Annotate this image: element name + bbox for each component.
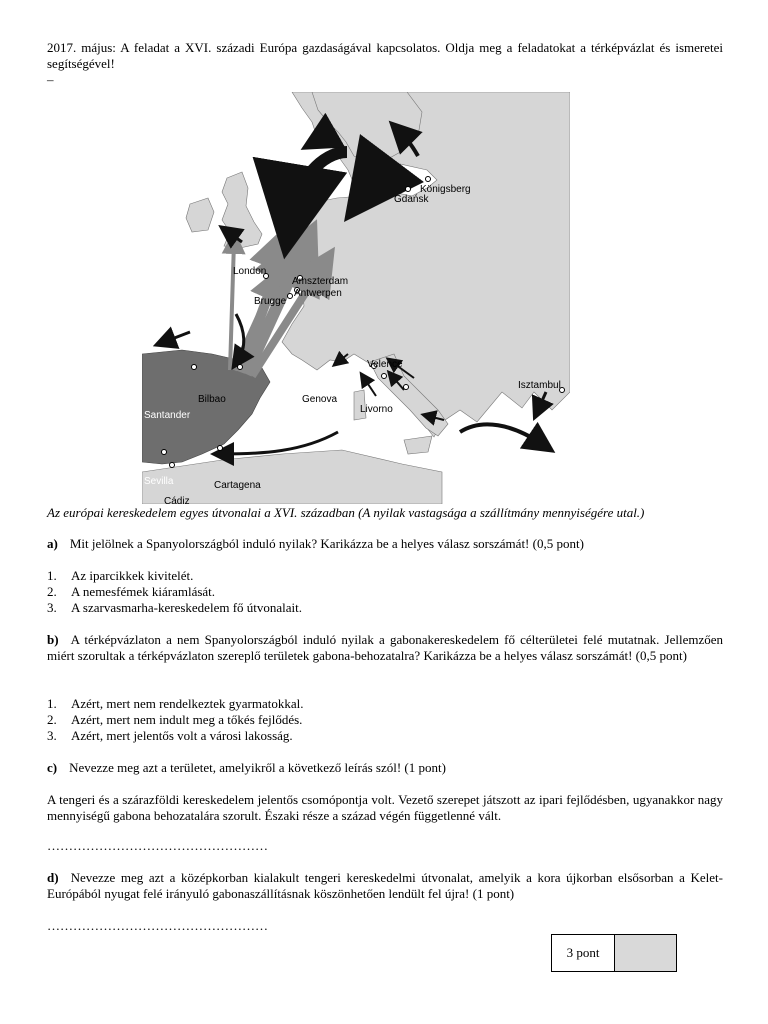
question-a-letter: a)	[47, 536, 58, 551]
map-label-sevilla: Sevilla	[144, 476, 174, 487]
map-label-genova: Genova	[302, 394, 338, 405]
map-label-amszterdam: Amszterdam	[292, 276, 349, 287]
score-box	[551, 934, 677, 972]
map-label-isztambul: Isztambul	[518, 380, 561, 391]
map-label-velence: Velence	[367, 359, 403, 370]
trade-routes-map	[142, 92, 570, 504]
score-value-field[interactable]	[615, 935, 676, 971]
question-d-letter: d)	[47, 870, 59, 885]
question-a-options	[47, 568, 723, 616]
map-label-cartagena: Cartagena	[214, 480, 261, 491]
option-a-2[interactable]: 2. A nemesfémek kiáramlását.	[47, 584, 216, 599]
question-c-answer-line[interactable]: ……………………………………………	[47, 838, 268, 853]
map-label-santander: Santander	[144, 410, 191, 421]
dash-line: –	[47, 72, 54, 87]
map-label-bilbao: Bilbao	[198, 394, 226, 405]
question-d-text: Nevezze meg azt a középkorban kialakult tengeri kereskedelmi útvonalat, amelyik a kora újkorban elsősorban a Kelet-Európából nyugat felé irányuló gabonaszállításnak köszönhetően lendült fel újra! (1 pont)	[47, 870, 723, 901]
question-a-text: Mit jelölnek a Spanyolországból induló nyilak? Karikázza be a helyes válasz sorszámát! (0,5 pont)	[69, 536, 584, 551]
map-label-livorno: Livorno	[360, 404, 393, 415]
map-label-brugge: Brugge	[254, 296, 287, 307]
question-c-letter: c)	[47, 760, 58, 775]
option-b-3[interactable]: 3. Azért, mert jelentős volt a városi lakosság.	[47, 728, 293, 743]
question-d	[47, 870, 723, 902]
option-b-1[interactable]: 1. Azért, mert nem rendelkeztek gyarmatokkal.	[47, 696, 304, 711]
task-intro: 2017. május: A feladat a XVI. századi Európa gazdaságával kapcsolatos. Oldja meg a feladatokat a térképvázlat és ismeretei segítségével!	[47, 40, 723, 71]
question-c-description: A tengeri és a szárazföldi kereskedelem jelentős csomópontja volt. Vezető szerepet játszott az ipari fejlődésben, ugyanakkor nagy mennyiségű gabona behozatalára szorult. Északi része a század végén függetlenné vált.	[47, 792, 723, 823]
map-label-antwerpen: Antwerpen	[294, 288, 342, 299]
option-b-2[interactable]: 2. Azért, mert nem indult meg a tőkés fejlődés.	[47, 712, 303, 727]
map-label-london: London	[233, 266, 267, 277]
score-label: 3 pont	[552, 935, 615, 971]
option-a-3[interactable]: 3. A szarvasmarha-kereskedelem fő útvonalait.	[47, 600, 303, 615]
question-b	[47, 632, 723, 664]
question-c-text: Nevezze meg azt a területet, amelyikről a következő leírás szól! (1 pont)	[69, 760, 446, 775]
map-caption: Az európai kereskedelem egyes útvonalai a XVI. században (A nyilak vastagsága a szállítmány mennyiségére utal.)	[47, 505, 645, 520]
map-svg	[142, 92, 570, 504]
map-label-konigsberg: Königsberg	[420, 184, 471, 195]
map-label-cadiz: Cádiz	[164, 496, 190, 504]
question-b-text: A térképvázlaton a nem Spanyolországból induló nyilak a gabonakereskedelem fő célterületei felé mutatnak. Jellemzően miért szorultak a térképvázlaton szereplő területek gabona-behozatalra? Karikázza be a helyes válasz sorszámát! (0,5 pont)	[47, 632, 723, 663]
exam-page	[47, 40, 723, 960]
question-b-letter: b)	[47, 632, 59, 647]
question-a	[47, 536, 723, 552]
question-b-options	[47, 696, 723, 744]
option-a-1[interactable]: 1. Az iparcikkek kivitelét.	[47, 568, 194, 583]
map-label-gdansk: Gdańsk	[394, 194, 429, 205]
question-d-answer-line[interactable]: ……………………………………………	[47, 918, 268, 933]
question-c	[47, 760, 723, 776]
